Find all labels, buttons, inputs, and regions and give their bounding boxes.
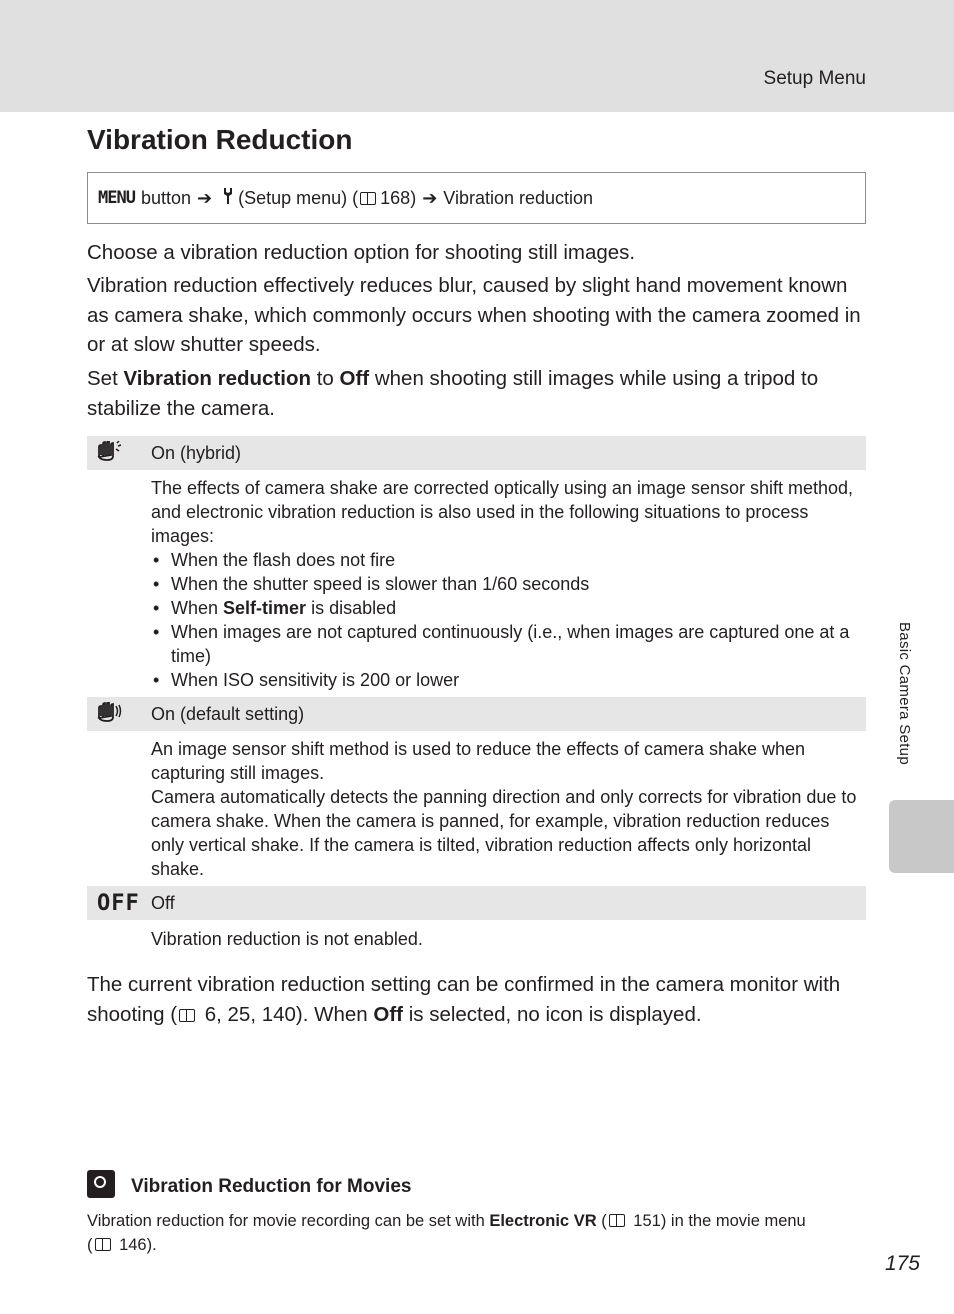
list-item: • When the shutter speed is slower than 1/60 seconds — [151, 572, 861, 596]
page-ref-icon — [360, 192, 376, 205]
intro-paragraph-3: Set Vibration reduction to Off when shooting still images while using a tripod to stabilize the camera. — [87, 367, 819, 420]
list-item: • When images are not captured continuously (i.e., when images are captured one at a time) — [151, 620, 861, 668]
option-on-label: On (default setting) — [151, 703, 305, 724]
intro-paragraph-1: Choose a vibration reduction option for shooting still images. — [87, 241, 636, 264]
vr-off-icon: OFF — [97, 890, 140, 916]
option-off-description: Vibration reduction is not enabled. — [151, 929, 423, 949]
page-ref-icon — [95, 1238, 111, 1251]
page-ref-icon — [179, 1009, 195, 1022]
page-number: 175 — [884, 1252, 920, 1275]
list-item: • When the flash does not fire — [151, 548, 861, 572]
page-ref-icon — [609, 1214, 625, 1227]
note-icon — [87, 1170, 115, 1198]
vr-on-icon — [87, 702, 151, 727]
list-item: • When Self-timer is disabled — [151, 596, 861, 620]
header-band — [0, 0, 954, 112]
option-on-header — [87, 697, 866, 731]
nav-setup-text: (Setup menu) ( — [238, 187, 359, 208]
chapter-side-label: Basic Camera Setup — [896, 622, 913, 765]
list-item: • When ISO sensitivity is 200 or lower — [151, 668, 861, 692]
option-off-header — [87, 886, 866, 920]
option-hybrid-description: The effects of camera shake are corrected optically using an image sensor shift method, and electronic vibration reduction is also used in the following situations to process images: • When the flash does not fire • When the shutter speed is slower than 1/60 seconds • When Self-timer is disabled • When images are not captured continuously (i.e., when images are captured one at a time) • When ISO sensitivity is 200 or lower — [151, 476, 861, 692]
intro-paragraph-2: Vibration reduction effectively reduces blur, caused by slight hand movement known as camera shake, which commonly occurs when shooting with the camera zoomed in or at slow shutter speeds. — [87, 274, 861, 356]
page-title: Vibration Reduction — [87, 124, 353, 155]
menu-path-box — [87, 172, 866, 224]
hybrid-conditions-list — [151, 548, 861, 692]
nav-setup-page: 168) — [380, 187, 417, 208]
nav-target: Vibration reduction — [443, 187, 594, 208]
note-text: Vibration reduction for movie recording can be set with Electronic VR ( 151) in the movie menu ( 146). — [87, 1212, 806, 1254]
setup-wrench-icon — [222, 187, 234, 210]
menu-button-icon: MENU — [98, 188, 135, 208]
vr-hybrid-icon — [87, 441, 151, 466]
arrow-right-icon: ➔ — [197, 187, 213, 208]
option-hybrid-header — [87, 436, 866, 470]
section-label: Setup Menu — [763, 68, 866, 89]
nav-button-text: button — [140, 187, 191, 208]
note-title: Vibration Reduction for Movies — [131, 1176, 412, 1197]
closing-paragraph: The current vibration reduction setting can be confirmed in the camera monitor with shooting ( 6, 25, 140). When Off is selected, no icon is displayed. — [87, 973, 841, 1026]
option-off-label: Off — [151, 892, 175, 913]
chapter-tab — [889, 800, 954, 873]
arrow-right-icon: ➔ — [422, 187, 438, 208]
option-on-description: An image sensor shift method is used to reduce the effects of camera shake when capturing still images. Camera automatically detects the panning direction and only corrects for vibration due to camera shake. When the camera is panned, for example, vibration reduction reduces only vertical shake. If the camera is tilted, vibration reduction affects only horizontal shake. — [151, 739, 857, 879]
option-hybrid-label: On (hybrid) — [151, 442, 242, 463]
